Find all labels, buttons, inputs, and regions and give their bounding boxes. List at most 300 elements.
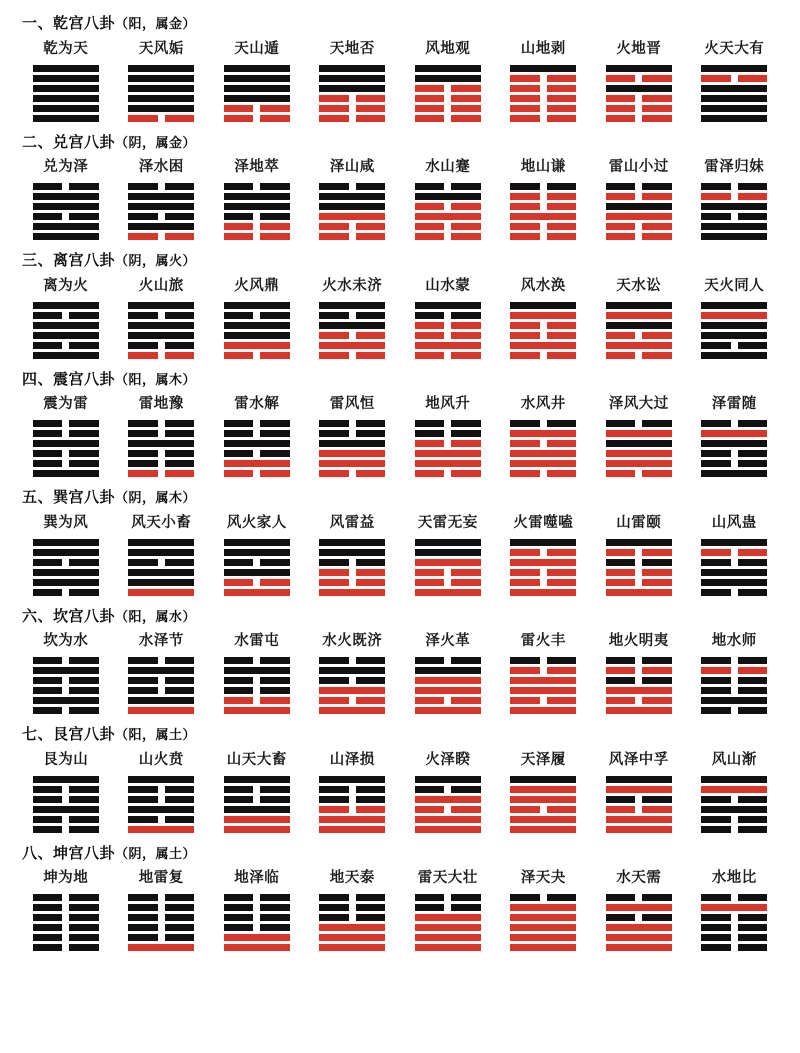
hexagram-cell[interactable]	[687, 748, 783, 842]
hexagram-row	[18, 274, 782, 368]
hexagram-figure	[33, 539, 99, 596]
hexagram-figure	[128, 894, 194, 951]
hexagram-cell[interactable]	[591, 629, 687, 723]
hexagram-cell[interactable]	[114, 866, 210, 960]
palace-title-main: 四、震宫八卦	[22, 371, 116, 388]
yang-line	[33, 539, 99, 546]
yin-line	[128, 450, 194, 457]
yang-line	[415, 65, 481, 72]
hexagram-cell[interactable]	[18, 155, 114, 249]
yin-line	[510, 579, 576, 586]
yin-line	[415, 569, 481, 576]
hexagram-cell[interactable]	[305, 37, 401, 131]
hexagram-cell[interactable]	[305, 274, 401, 368]
hexagram-figure	[701, 420, 767, 477]
hexagram-cell[interactable]	[687, 866, 783, 960]
hexagram-figure	[224, 894, 290, 951]
yin-line	[224, 904, 290, 911]
hexagram-cell[interactable]	[496, 392, 592, 486]
yin-line	[319, 420, 385, 427]
yang-line	[128, 707, 194, 714]
yang-line	[415, 559, 481, 566]
yin-line	[415, 115, 481, 122]
yin-line	[606, 193, 672, 200]
yang-line	[510, 539, 576, 546]
hexagram-figure	[415, 776, 481, 833]
yang-line	[224, 322, 290, 329]
palace-title	[22, 609, 782, 626]
hexagram-name: 雷风恒	[329, 396, 375, 412]
yang-line	[510, 450, 576, 457]
hexagram-name: 兑为泽	[43, 159, 89, 175]
yang-line	[510, 213, 576, 220]
yang-line	[701, 806, 767, 813]
palace-section	[18, 253, 782, 368]
hexagram-figure	[606, 894, 672, 951]
hexagram-cell[interactable]	[496, 866, 592, 960]
yang-line	[319, 539, 385, 546]
hexagram-name: 水天需	[616, 870, 662, 886]
yang-line	[415, 687, 481, 694]
yin-line	[415, 786, 481, 793]
yin-line	[33, 420, 99, 427]
hexagram-figure	[128, 65, 194, 122]
yin-line	[701, 460, 767, 467]
yang-line	[319, 75, 385, 82]
yin-line	[319, 697, 385, 704]
yin-line	[415, 440, 481, 447]
yin-line	[606, 697, 672, 704]
yin-line	[701, 944, 767, 951]
yin-line	[606, 75, 672, 82]
hexagram-cell[interactable]	[305, 155, 401, 249]
yin-line	[415, 470, 481, 477]
yin-line	[33, 894, 99, 901]
yang-line	[606, 539, 672, 546]
yin-line	[224, 579, 290, 586]
yin-line	[510, 95, 576, 102]
hexagram-name: 泽地萃	[234, 159, 280, 175]
yang-line	[128, 806, 194, 813]
yang-line	[224, 569, 290, 576]
hexagram-cell[interactable]	[209, 274, 305, 368]
yang-line	[606, 816, 672, 823]
yin-line	[224, 183, 290, 190]
hexagram-name: 雷泽归妹	[704, 159, 765, 175]
hexagram-figure	[33, 776, 99, 833]
yang-line	[510, 430, 576, 437]
hexagram-figure	[701, 183, 767, 240]
yin-line	[319, 332, 385, 339]
hexagram-cell[interactable]	[591, 511, 687, 605]
hexagram-cell[interactable]	[18, 629, 114, 723]
yin-line	[33, 589, 99, 596]
yin-line	[415, 657, 481, 664]
hexagram-figure	[701, 894, 767, 951]
hexagram-figure	[33, 183, 99, 240]
hexagram-cell[interactable]	[209, 866, 305, 960]
hexagram-cell[interactable]	[496, 748, 592, 842]
yin-line	[224, 233, 290, 240]
yang-line	[510, 904, 576, 911]
yang-line	[319, 85, 385, 92]
yang-line	[224, 203, 290, 210]
yin-line	[606, 579, 672, 586]
hexagram-name: 风山渐	[711, 751, 757, 768]
yin-line	[415, 352, 481, 359]
palace-title-attribute: （阳，属金）	[115, 16, 197, 31]
yang-line	[319, 65, 385, 72]
yin-line	[606, 352, 672, 359]
yang-line	[224, 95, 290, 102]
yin-line	[701, 677, 767, 684]
yin-line	[224, 924, 290, 931]
yin-line	[33, 707, 99, 714]
hexagram-name: 雷水解	[234, 396, 280, 412]
yang-line	[33, 352, 99, 359]
hexagram-cell[interactable]	[591, 866, 687, 960]
yin-line	[319, 914, 385, 921]
yin-line	[224, 115, 290, 122]
palace-title	[22, 727, 782, 744]
yin-line	[701, 924, 767, 931]
yang-line	[33, 549, 99, 556]
hexagram-cell[interactable]	[591, 274, 687, 368]
hexagram-cell[interactable]	[114, 629, 210, 723]
palace-title-attribute: （阴，属火）	[115, 253, 197, 268]
hexagram-name: 天山遁	[234, 40, 280, 57]
yang-line	[701, 430, 767, 437]
hexagram-cell[interactable]	[18, 274, 114, 368]
yang-line	[606, 342, 672, 349]
hexagram-cell[interactable]	[18, 37, 114, 131]
yin-line	[701, 193, 767, 200]
yang-line	[606, 85, 672, 92]
yang-line	[33, 302, 99, 309]
yin-line	[128, 233, 194, 240]
palace-title	[22, 253, 782, 270]
hexagram-name: 水风井	[520, 396, 566, 412]
yang-line	[319, 342, 385, 349]
hexagram-cell[interactable]	[687, 37, 783, 131]
hexagram-figure	[33, 420, 99, 477]
palace-title-attribute: （阴，属金）	[115, 134, 197, 150]
hexagram-cell[interactable]	[18, 866, 114, 960]
yin-line	[319, 569, 385, 576]
hexagram-cell[interactable]	[209, 155, 305, 249]
yang-line	[128, 322, 194, 329]
yang-line	[33, 806, 99, 813]
hexagram-figure	[319, 894, 385, 951]
yin-line	[606, 420, 672, 427]
hexagram-cell[interactable]	[305, 511, 401, 605]
hexagram-name: 雷火丰	[520, 633, 566, 649]
yang-line	[415, 589, 481, 596]
yang-line	[606, 430, 672, 437]
hexagram-figure	[606, 183, 672, 240]
hexagram-figure	[510, 420, 576, 477]
yang-line	[224, 934, 290, 941]
yang-line	[224, 75, 290, 82]
palace-section	[18, 135, 782, 250]
yin-line	[319, 233, 385, 240]
yin-line	[224, 677, 290, 684]
hexagram-cell[interactable]	[114, 274, 210, 368]
hexagram-cell[interactable]	[400, 866, 496, 960]
hexagram-cell[interactable]	[496, 511, 592, 605]
palace-title-main: 三、离宫八卦	[22, 253, 116, 269]
yang-line	[224, 826, 290, 833]
yin-line	[128, 687, 194, 694]
yin-line	[606, 233, 672, 240]
hexagram-cell[interactable]	[591, 748, 687, 842]
yang-line	[510, 944, 576, 951]
yang-line	[33, 569, 99, 576]
hexagram-cell[interactable]	[305, 748, 401, 842]
yang-line	[319, 460, 385, 467]
yin-line	[224, 914, 290, 921]
palace-title-attribute: （阴，属土）	[115, 845, 197, 861]
hexagram-cell[interactable]	[305, 392, 401, 486]
yin-line	[33, 796, 99, 803]
palace-title	[22, 846, 782, 863]
hexagram-name: 风火家人	[226, 514, 287, 531]
yin-line	[224, 430, 290, 437]
hexagram-name: 震为雷	[43, 396, 89, 412]
hexagram-cell[interactable]	[687, 392, 783, 486]
yin-line	[606, 569, 672, 576]
hexagram-cell[interactable]	[400, 511, 496, 605]
yin-line	[606, 183, 672, 190]
hexagram-row	[18, 155, 782, 249]
hexagram-figure	[224, 657, 290, 714]
yin-line	[319, 352, 385, 359]
hexagram-name: 风地观	[425, 40, 471, 57]
hexagram-cell[interactable]	[591, 392, 687, 486]
hexagram-cell[interactable]	[114, 511, 210, 605]
hexagram-cell[interactable]	[687, 629, 783, 723]
hexagram-figure	[701, 65, 767, 122]
hexagram-cell[interactable]	[400, 37, 496, 131]
hexagram-figure	[701, 302, 767, 359]
yang-line	[701, 115, 767, 122]
yang-line	[128, 579, 194, 586]
yin-line	[415, 312, 481, 319]
yang-line	[606, 440, 672, 447]
hexagram-cell[interactable]	[209, 748, 305, 842]
hexagram-name: 山泽损	[329, 751, 375, 768]
hexagram-cell[interactable]	[400, 274, 496, 368]
yin-line	[606, 796, 672, 803]
hexagram-cell[interactable]	[18, 392, 114, 486]
yang-line	[606, 302, 672, 309]
hexagram-cell[interactable]	[114, 748, 210, 842]
yang-line	[33, 667, 99, 674]
hexagram-figure	[701, 539, 767, 596]
yin-line	[415, 332, 481, 339]
yang-line	[701, 697, 767, 704]
yang-line	[319, 707, 385, 714]
yin-line	[319, 430, 385, 437]
yang-line	[128, 223, 194, 230]
hexagram-name: 泽风大过	[608, 396, 669, 412]
yang-line	[415, 677, 481, 684]
yin-line	[128, 934, 194, 941]
yin-line	[319, 677, 385, 684]
hexagram-cell[interactable]	[400, 748, 496, 842]
yang-line	[224, 539, 290, 546]
hexagram-name: 坎为水	[43, 633, 89, 649]
yin-line	[606, 470, 672, 477]
yin-line	[510, 223, 576, 230]
yin-line	[415, 579, 481, 586]
yang-line	[319, 934, 385, 941]
yang-line	[224, 302, 290, 309]
hexagram-figure	[606, 302, 672, 359]
yin-line	[510, 115, 576, 122]
hexagram-cell[interactable]	[209, 629, 305, 723]
hexagram-row	[18, 37, 782, 131]
hexagram-name: 雷天大壮	[417, 870, 478, 886]
hexagram-cell[interactable]	[305, 866, 401, 960]
hexagram-cell[interactable]	[114, 37, 210, 131]
hexagram-figure	[510, 302, 576, 359]
yang-line	[128, 826, 194, 833]
hexagram-cell[interactable]	[591, 37, 687, 131]
hexagram-cell[interactable]	[114, 392, 210, 486]
hexagram-cell[interactable]	[209, 392, 305, 486]
yin-line	[510, 183, 576, 190]
yang-line	[606, 460, 672, 467]
hexagram-cell[interactable]	[209, 37, 305, 131]
palace-title-main: 一、乾宫八卦	[22, 16, 116, 32]
hexagram-cell[interactable]	[114, 155, 210, 249]
hexagram-cell[interactable]	[496, 629, 592, 723]
hexagram-figure	[606, 657, 672, 714]
yin-line	[319, 115, 385, 122]
yang-line	[415, 460, 481, 467]
yin-line	[606, 332, 672, 339]
yin-line	[701, 342, 767, 349]
hexagram-figure	[415, 657, 481, 714]
hexagram-cell[interactable]	[18, 748, 114, 842]
hexagram-figure	[415, 183, 481, 240]
hexagram-figure	[224, 776, 290, 833]
yang-line	[224, 460, 290, 467]
hexagram-cell[interactable]	[496, 155, 592, 249]
yin-line	[224, 352, 290, 359]
yin-line	[415, 420, 481, 427]
yang-line	[415, 796, 481, 803]
yang-line	[33, 233, 99, 240]
yin-line	[128, 786, 194, 793]
yang-line	[33, 193, 99, 200]
hexagram-name: 泽山咸	[329, 159, 375, 175]
yin-line	[224, 697, 290, 704]
yang-line	[415, 342, 481, 349]
hexagram-cell[interactable]	[400, 392, 496, 486]
yin-line	[701, 914, 767, 921]
yang-line	[606, 826, 672, 833]
hexagram-name: 山地剥	[520, 40, 566, 57]
hexagram-cell[interactable]	[400, 629, 496, 723]
yin-line	[415, 85, 481, 92]
yang-line	[415, 193, 481, 200]
yang-line	[606, 786, 672, 793]
yang-line	[701, 470, 767, 477]
hexagram-cell[interactable]	[305, 629, 401, 723]
hexagram-cell[interactable]	[496, 37, 592, 131]
yin-line	[128, 430, 194, 437]
yang-line	[224, 549, 290, 556]
yin-line	[128, 470, 194, 477]
yin-line	[606, 115, 672, 122]
hexagram-figure	[33, 65, 99, 122]
hexagram-name: 火风鼎	[234, 277, 280, 294]
palace-title-attribute: （阳，属土）	[115, 727, 197, 742]
hexagram-name: 巽为风	[43, 514, 89, 531]
hexagram-cell[interactable]	[687, 511, 783, 605]
yin-line	[701, 183, 767, 190]
yang-line	[701, 312, 767, 319]
yang-line	[510, 826, 576, 833]
hexagram-cell[interactable]	[687, 155, 783, 249]
hexagram-figure	[701, 657, 767, 714]
hexagram-figure	[319, 539, 385, 596]
yang-line	[128, 203, 194, 210]
hexagram-figure	[128, 657, 194, 714]
hexagram-row	[18, 392, 782, 486]
hexagram-figure	[415, 894, 481, 951]
yin-line	[33, 460, 99, 467]
hexagram-name: 山风蛊	[711, 514, 757, 531]
hexagram-name: 天风姤	[138, 40, 184, 57]
yin-line	[510, 352, 576, 359]
yin-line	[701, 450, 767, 457]
hexagram-cell[interactable]	[591, 155, 687, 249]
palace-title-attribute: （阳，属水）	[115, 608, 197, 624]
yang-line	[128, 85, 194, 92]
yin-line	[33, 450, 99, 457]
hexagram-cell[interactable]	[209, 511, 305, 605]
yin-line	[701, 796, 767, 803]
yin-line	[224, 450, 290, 457]
yang-line	[606, 589, 672, 596]
yang-line	[701, 95, 767, 102]
hexagram-figure	[319, 657, 385, 714]
yin-line	[701, 816, 767, 823]
yang-line	[510, 934, 576, 941]
yin-line	[224, 213, 290, 220]
hexagram-cell[interactable]	[496, 274, 592, 368]
hexagram-cell[interactable]	[18, 511, 114, 605]
hexagram-figure	[33, 657, 99, 714]
yin-line	[510, 332, 576, 339]
yin-line	[319, 904, 385, 911]
yang-line	[319, 687, 385, 694]
palace-section	[18, 609, 782, 724]
yin-line	[701, 707, 767, 714]
yin-line	[319, 786, 385, 793]
hexagram-name: 泽雷随	[711, 396, 757, 412]
yin-line	[224, 786, 290, 793]
hexagram-name: 风天小畜	[131, 514, 192, 531]
hexagram-cell[interactable]	[400, 155, 496, 249]
yang-line	[701, 786, 767, 793]
yin-line	[701, 420, 767, 427]
hexagram-row	[18, 511, 782, 605]
hexagram-cell[interactable]	[687, 274, 783, 368]
